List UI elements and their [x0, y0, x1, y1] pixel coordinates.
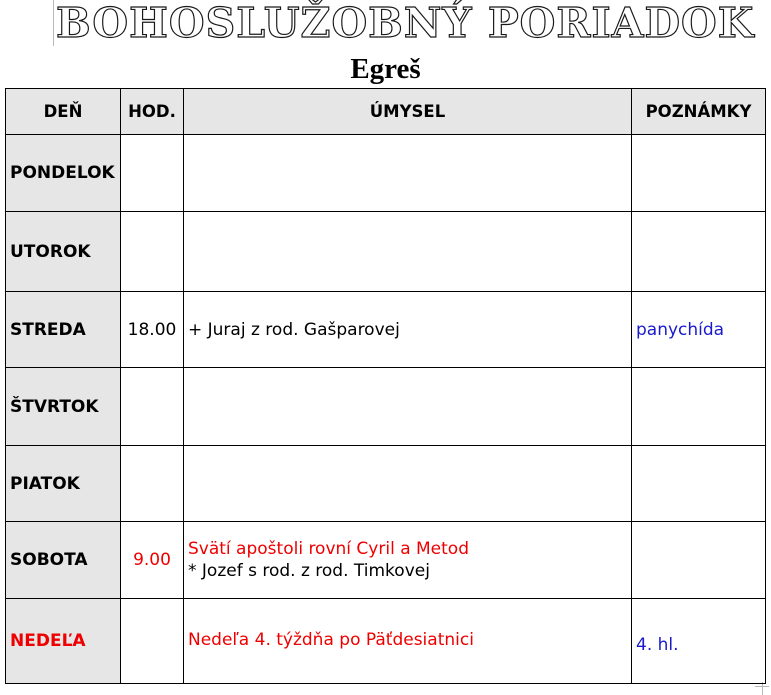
header-notes: POZNÁMKY: [632, 89, 766, 135]
note-cell: [632, 135, 766, 212]
day-cell: NEDEĽA: [6, 599, 121, 684]
note-cell: [632, 446, 766, 522]
hour-cell: [121, 368, 184, 446]
intention-cell: [184, 368, 632, 446]
intention-cell: [184, 446, 632, 522]
note-cell: panychída: [632, 292, 766, 368]
hour-cell: [121, 446, 184, 522]
note-cell: 4. hl.: [632, 599, 766, 684]
document-title: BOHOSLUŽOBNÝ PORIADOK: [56, 0, 755, 47]
margin-marker-bottom-h: [755, 686, 769, 687]
intention-text: + Juraj z rod. Gašparovej: [188, 319, 400, 340]
table-row-wednesday: [6, 292, 766, 368]
parish-name: Egreš: [350, 53, 421, 85]
table-row-sunday: [6, 599, 766, 684]
intention-title: Nedeľa 4. týždňa po Päťdesiatnici: [188, 630, 474, 650]
intention-title: Svätí apoštoli rovní Cyril a Metod: [188, 539, 469, 559]
header-day: DEŇ: [6, 89, 121, 135]
intention-cell: [184, 135, 632, 212]
schedule-table: [5, 88, 766, 684]
header-hour: HOD.: [121, 89, 184, 135]
day-cell: STREDA: [6, 292, 121, 368]
hour-cell: 9.00: [121, 522, 184, 599]
header-intention: ÚMYSEL: [184, 89, 632, 135]
table-row-tuesday: [6, 212, 766, 292]
hour-cell: 18.00: [121, 292, 184, 368]
hour-cell: [121, 212, 184, 292]
margin-marker: [53, 0, 54, 46]
header-row: [6, 89, 766, 135]
table-row-thursday: [6, 368, 766, 446]
hour-cell: [121, 135, 184, 212]
day-cell: ŠTVRTOK: [6, 368, 121, 446]
day-cell: PIATOK: [6, 446, 121, 522]
intention-cell: [184, 292, 632, 368]
intention-text: * Jozef s rod. z rod. Timkovej: [188, 561, 430, 581]
note-cell: [632, 522, 766, 599]
day-cell: UTOROK: [6, 212, 121, 292]
day-cell: SOBOTA: [6, 522, 121, 599]
hour-cell: [121, 599, 184, 684]
intention-cell: [184, 599, 632, 684]
note-cell: [632, 368, 766, 446]
table-row-saturday: [6, 522, 766, 599]
table-row-friday: [6, 446, 766, 522]
intention-cell: [184, 212, 632, 292]
intention-cell: [184, 522, 632, 599]
day-cell: PONDELOK: [6, 135, 121, 212]
note-cell: [632, 212, 766, 292]
table-row-monday: [6, 135, 766, 212]
